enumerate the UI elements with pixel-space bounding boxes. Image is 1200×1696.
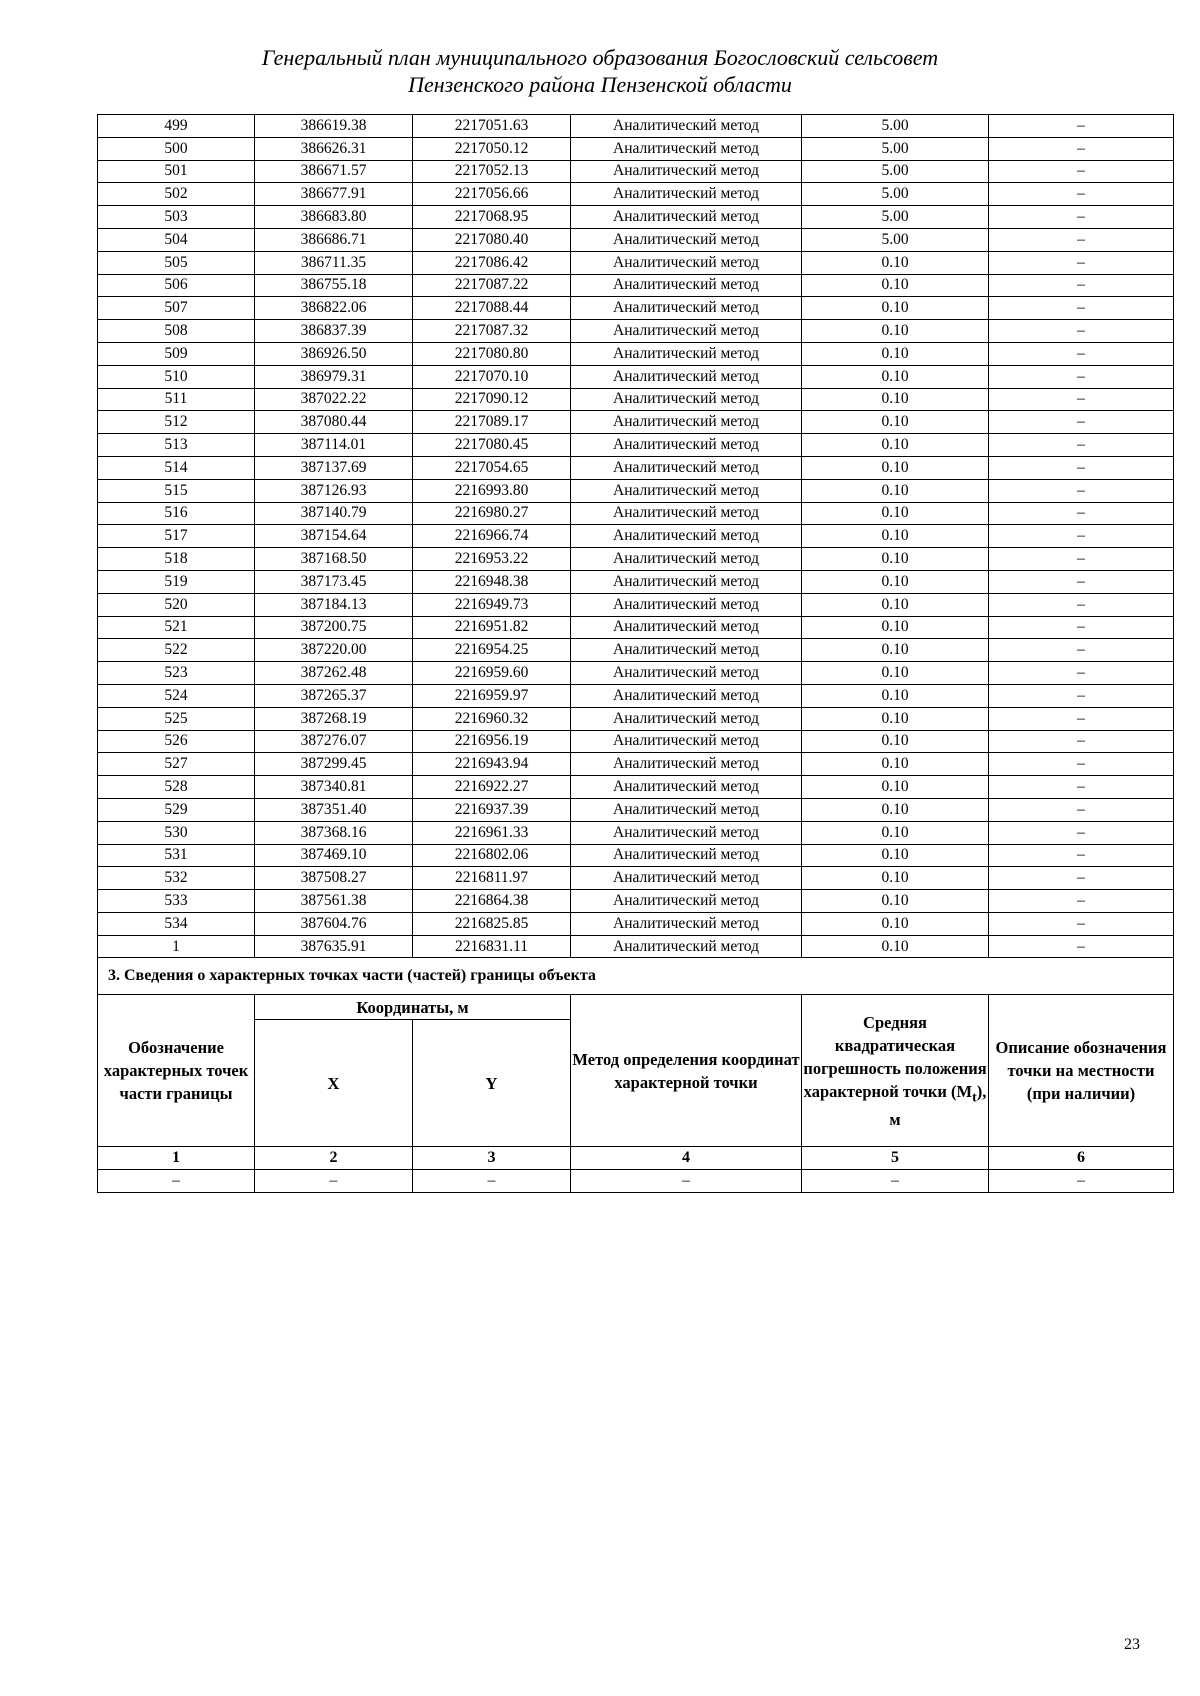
- x-coordinate-cell: 387220.00: [255, 639, 413, 662]
- section-3-title: 3. Сведения о характерных точках части (частей) границы объекта: [98, 958, 1174, 995]
- header-y: Y: [413, 1020, 571, 1147]
- description-cell: –: [989, 935, 1174, 958]
- method-cell: Аналитический метод: [571, 297, 802, 320]
- accuracy-cell: 5.00: [802, 183, 989, 206]
- column-number: 2: [255, 1147, 413, 1170]
- description-cell: –: [989, 616, 1174, 639]
- point-number-cell: 508: [98, 320, 255, 343]
- description-cell: –: [989, 730, 1174, 753]
- accuracy-cell: 0.10: [802, 548, 989, 571]
- point-number-cell: 503: [98, 206, 255, 229]
- x-coordinate-cell: 386677.91: [255, 183, 413, 206]
- description-cell: –: [989, 160, 1174, 183]
- x-coordinate-cell: 387469.10: [255, 844, 413, 867]
- x-coordinate-cell: 387022.22: [255, 388, 413, 411]
- point-number-cell: 523: [98, 662, 255, 685]
- y-coordinate-cell: 2216959.97: [413, 684, 571, 707]
- x-coordinate-cell: 386979.31: [255, 365, 413, 388]
- y-coordinate-cell: 2216948.38: [413, 570, 571, 593]
- x-coordinate-cell: 386837.39: [255, 320, 413, 343]
- header-designation: Обозначение характерных точек части границы: [98, 995, 255, 1147]
- y-coordinate-cell: 2217052.13: [413, 160, 571, 183]
- description-cell: –: [989, 867, 1174, 890]
- y-coordinate-cell: 2217068.95: [413, 206, 571, 229]
- point-number-cell: 519: [98, 570, 255, 593]
- coordinates-table: [97, 114, 1174, 1193]
- method-cell: Аналитический метод: [571, 821, 802, 844]
- accuracy-cell: 0.10: [802, 342, 989, 365]
- description-cell: –: [989, 411, 1174, 434]
- y-coordinate-cell: 2216922.27: [413, 776, 571, 799]
- description-cell: –: [989, 320, 1174, 343]
- method-cell: Аналитический метод: [571, 479, 802, 502]
- description-cell: –: [989, 684, 1174, 707]
- description-cell: –: [989, 479, 1174, 502]
- accuracy-cell: 5.00: [802, 206, 989, 229]
- description-cell: –: [989, 548, 1174, 571]
- point-number-cell: 502: [98, 183, 255, 206]
- accuracy-cell: 0.10: [802, 639, 989, 662]
- y-coordinate-cell: 2217070.10: [413, 365, 571, 388]
- method-cell: Аналитический метод: [571, 707, 802, 730]
- accuracy-cell: 5.00: [802, 160, 989, 183]
- description-cell: –: [989, 570, 1174, 593]
- point-number-cell: 530: [98, 821, 255, 844]
- description-cell: –: [989, 388, 1174, 411]
- method-cell: Аналитический метод: [571, 115, 802, 138]
- point-number-cell: 521: [98, 616, 255, 639]
- empty-data-row: [98, 1170, 1174, 1193]
- point-number-cell: 532: [98, 867, 255, 890]
- method-cell: Аналитический метод: [571, 137, 802, 160]
- column-number: 5: [802, 1147, 989, 1170]
- table-row: [98, 844, 1174, 867]
- x-coordinate-cell: 387368.16: [255, 821, 413, 844]
- accuracy-cell: 0.10: [802, 320, 989, 343]
- y-coordinate-cell: 2216960.32: [413, 707, 571, 730]
- description-cell: –: [989, 662, 1174, 685]
- method-cell: Аналитический метод: [571, 320, 802, 343]
- x-coordinate-cell: 387276.07: [255, 730, 413, 753]
- point-number-cell: 529: [98, 798, 255, 821]
- accuracy-cell: 5.00: [802, 228, 989, 251]
- x-coordinate-cell: 386711.35: [255, 251, 413, 274]
- method-cell: Аналитический метод: [571, 616, 802, 639]
- x-coordinate-cell: 387140.79: [255, 502, 413, 525]
- y-coordinate-cell: 2217090.12: [413, 388, 571, 411]
- y-coordinate-cell: 2217054.65: [413, 456, 571, 479]
- accuracy-cell: 0.10: [802, 707, 989, 730]
- method-cell: Аналитический метод: [571, 251, 802, 274]
- x-coordinate-cell: 387137.69: [255, 456, 413, 479]
- accuracy-cell: 0.10: [802, 798, 989, 821]
- y-coordinate-cell: 2216980.27: [413, 502, 571, 525]
- y-coordinate-cell: 2216959.60: [413, 662, 571, 685]
- accuracy-cell: 0.10: [802, 844, 989, 867]
- x-coordinate-cell: 387114.01: [255, 434, 413, 457]
- x-coordinate-cell: 386671.57: [255, 160, 413, 183]
- table-row: [98, 662, 1174, 685]
- table-row: [98, 137, 1174, 160]
- point-number-cell: 524: [98, 684, 255, 707]
- accuracy-cell: 5.00: [802, 115, 989, 138]
- description-cell: –: [989, 753, 1174, 776]
- y-coordinate-cell: 2217080.40: [413, 228, 571, 251]
- method-cell: Аналитический метод: [571, 456, 802, 479]
- method-cell: Аналитический метод: [571, 912, 802, 935]
- point-number-cell: 526: [98, 730, 255, 753]
- description-cell: –: [989, 251, 1174, 274]
- method-cell: Аналитический метод: [571, 753, 802, 776]
- table-row: [98, 434, 1174, 457]
- accuracy-cell: 0.10: [802, 867, 989, 890]
- description-cell: –: [989, 639, 1174, 662]
- x-coordinate-cell: 387154.64: [255, 525, 413, 548]
- x-coordinate-cell: 387508.27: [255, 867, 413, 890]
- x-coordinate-cell: 387299.45: [255, 753, 413, 776]
- method-cell: Аналитический метод: [571, 274, 802, 297]
- empty-cell: –: [989, 1170, 1174, 1193]
- table-row: [98, 115, 1174, 138]
- point-number-cell: 527: [98, 753, 255, 776]
- y-coordinate-cell: 2217089.17: [413, 411, 571, 434]
- table-row: [98, 251, 1174, 274]
- table-row: [98, 206, 1174, 229]
- accuracy-cell: 0.10: [802, 456, 989, 479]
- table-row: [98, 548, 1174, 571]
- point-number-cell: 504: [98, 228, 255, 251]
- accuracy-cell: 0.10: [802, 776, 989, 799]
- method-cell: Аналитический метод: [571, 434, 802, 457]
- point-number-cell: 513: [98, 434, 255, 457]
- accuracy-cell: 0.10: [802, 502, 989, 525]
- accuracy-cell: 0.10: [802, 821, 989, 844]
- method-cell: Аналитический метод: [571, 365, 802, 388]
- accuracy-cell: 0.10: [802, 297, 989, 320]
- table-row: [98, 616, 1174, 639]
- y-coordinate-cell: 2217056.66: [413, 183, 571, 206]
- method-cell: Аналитический метод: [571, 228, 802, 251]
- table-row: [98, 411, 1174, 434]
- column-number: 1: [98, 1147, 255, 1170]
- header-accuracy-unit: ), м: [889, 1081, 987, 1130]
- x-coordinate-cell: 387561.38: [255, 890, 413, 913]
- header-method: Метод определения координат характерной точки: [571, 995, 802, 1147]
- accuracy-cell: 0.10: [802, 570, 989, 593]
- accuracy-cell: 0.10: [802, 388, 989, 411]
- description-cell: –: [989, 342, 1174, 365]
- description-cell: –: [989, 844, 1174, 867]
- x-coordinate-cell: 386686.71: [255, 228, 413, 251]
- point-number-cell: 511: [98, 388, 255, 411]
- table-row: [98, 228, 1174, 251]
- table-row: [98, 297, 1174, 320]
- y-coordinate-cell: 2217086.42: [413, 251, 571, 274]
- header-accuracy-text: Средняя квадратическая погрешность положения характерной точки (M: [803, 1012, 987, 1101]
- accuracy-cell: 0.10: [802, 365, 989, 388]
- point-number-cell: 509: [98, 342, 255, 365]
- table-row: [98, 365, 1174, 388]
- description-cell: –: [989, 776, 1174, 799]
- y-coordinate-cell: 2217080.80: [413, 342, 571, 365]
- y-coordinate-cell: 2217080.45: [413, 434, 571, 457]
- x-coordinate-cell: 387173.45: [255, 570, 413, 593]
- accuracy-cell: 0.10: [802, 730, 989, 753]
- point-number-cell: 514: [98, 456, 255, 479]
- coordinates-table-body: [98, 115, 1174, 958]
- point-number-cell: 512: [98, 411, 255, 434]
- y-coordinate-cell: 2217087.32: [413, 320, 571, 343]
- point-number-cell: 517: [98, 525, 255, 548]
- description-cell: –: [989, 525, 1174, 548]
- table-row: [98, 183, 1174, 206]
- y-coordinate-cell: 2216949.73: [413, 593, 571, 616]
- description-cell: –: [989, 183, 1174, 206]
- description-cell: –: [989, 434, 1174, 457]
- accuracy-cell: 0.10: [802, 753, 989, 776]
- x-coordinate-cell: 386822.06: [255, 297, 413, 320]
- y-coordinate-cell: 2216993.80: [413, 479, 571, 502]
- y-coordinate-cell: 2217051.63: [413, 115, 571, 138]
- method-cell: Аналитический метод: [571, 798, 802, 821]
- point-number-cell: 525: [98, 707, 255, 730]
- x-coordinate-cell: 387268.19: [255, 707, 413, 730]
- accuracy-cell: 0.10: [802, 274, 989, 297]
- x-coordinate-cell: 387604.76: [255, 912, 413, 935]
- method-cell: Аналитический метод: [571, 593, 802, 616]
- description-cell: –: [989, 115, 1174, 138]
- x-coordinate-cell: 387340.81: [255, 776, 413, 799]
- point-number-cell: 533: [98, 890, 255, 913]
- accuracy-cell: 0.10: [802, 411, 989, 434]
- table-row: [98, 753, 1174, 776]
- description-cell: –: [989, 890, 1174, 913]
- table-row: [98, 730, 1174, 753]
- x-coordinate-cell: 387262.48: [255, 662, 413, 685]
- y-coordinate-cell: 2217088.44: [413, 297, 571, 320]
- method-cell: Аналитический метод: [571, 525, 802, 548]
- description-cell: –: [989, 228, 1174, 251]
- y-coordinate-cell: 2216966.74: [413, 525, 571, 548]
- accuracy-cell: 0.10: [802, 662, 989, 685]
- description-cell: –: [989, 137, 1174, 160]
- header-line-2: Пензенского района Пензенской области: [408, 72, 792, 97]
- column-numbers-row: [98, 1147, 1174, 1170]
- description-cell: –: [989, 798, 1174, 821]
- y-coordinate-cell: 2216825.85: [413, 912, 571, 935]
- y-coordinate-cell: 2216954.25: [413, 639, 571, 662]
- x-coordinate-cell: 386626.31: [255, 137, 413, 160]
- point-number-cell: 1: [98, 935, 255, 958]
- point-number-cell: 534: [98, 912, 255, 935]
- table-row: [98, 456, 1174, 479]
- table-row: [98, 867, 1174, 890]
- y-coordinate-cell: 2216811.97: [413, 867, 571, 890]
- point-number-cell: 531: [98, 844, 255, 867]
- point-number-cell: 522: [98, 639, 255, 662]
- x-coordinate-cell: 387200.75: [255, 616, 413, 639]
- method-cell: Аналитический метод: [571, 570, 802, 593]
- table-row: [98, 912, 1174, 935]
- method-cell: Аналитический метод: [571, 160, 802, 183]
- accuracy-cell: 5.00: [802, 137, 989, 160]
- y-coordinate-cell: 2216831.11: [413, 935, 571, 958]
- header-accuracy-subscript: t: [972, 1089, 977, 1105]
- header-description: Описание обозначения точки на местности (при наличии): [989, 995, 1174, 1147]
- y-coordinate-cell: 2216937.39: [413, 798, 571, 821]
- empty-cell: –: [98, 1170, 255, 1193]
- accuracy-cell: 0.10: [802, 616, 989, 639]
- point-number-cell: 518: [98, 548, 255, 571]
- method-cell: Аналитический метод: [571, 844, 802, 867]
- description-cell: –: [989, 365, 1174, 388]
- empty-cell: –: [413, 1170, 571, 1193]
- method-cell: Аналитический метод: [571, 935, 802, 958]
- empty-cell: –: [571, 1170, 802, 1193]
- point-number-cell: 510: [98, 365, 255, 388]
- point-number-cell: 520: [98, 593, 255, 616]
- table-row: [98, 935, 1174, 958]
- column-number: 3: [413, 1147, 571, 1170]
- header-accuracy: [802, 995, 989, 1147]
- table-row: [98, 388, 1174, 411]
- table-row: [98, 160, 1174, 183]
- accuracy-cell: 0.10: [802, 434, 989, 457]
- x-coordinate-cell: 387265.37: [255, 684, 413, 707]
- method-cell: Аналитический метод: [571, 890, 802, 913]
- point-number-cell: 499: [98, 115, 255, 138]
- x-coordinate-cell: 386683.80: [255, 206, 413, 229]
- header-coordinates-group: Координаты, м: [255, 995, 571, 1020]
- x-coordinate-cell: 387168.50: [255, 548, 413, 571]
- point-number-cell: 501: [98, 160, 255, 183]
- description-cell: –: [989, 707, 1174, 730]
- x-coordinate-cell: 387351.40: [255, 798, 413, 821]
- x-coordinate-cell: 387080.44: [255, 411, 413, 434]
- accuracy-cell: 0.10: [802, 251, 989, 274]
- y-coordinate-cell: 2216956.19: [413, 730, 571, 753]
- description-cell: –: [989, 456, 1174, 479]
- accuracy-cell: 0.10: [802, 912, 989, 935]
- description-cell: –: [989, 502, 1174, 525]
- y-coordinate-cell: 2216961.33: [413, 821, 571, 844]
- y-coordinate-cell: 2216951.82: [413, 616, 571, 639]
- point-number-cell: 505: [98, 251, 255, 274]
- method-cell: Аналитический метод: [571, 776, 802, 799]
- accuracy-cell: 0.10: [802, 479, 989, 502]
- method-cell: Аналитический метод: [571, 684, 802, 707]
- table-row: [98, 776, 1174, 799]
- table-row: [98, 342, 1174, 365]
- x-coordinate-cell: 386926.50: [255, 342, 413, 365]
- method-cell: Аналитический метод: [571, 342, 802, 365]
- table-row: [98, 821, 1174, 844]
- y-coordinate-cell: 2216953.22: [413, 548, 571, 571]
- empty-cell: –: [802, 1170, 989, 1193]
- table-row: [98, 593, 1174, 616]
- point-number-cell: 528: [98, 776, 255, 799]
- method-cell: Аналитический метод: [571, 548, 802, 571]
- page-number: 23: [1124, 1636, 1140, 1653]
- description-cell: –: [989, 821, 1174, 844]
- point-number-cell: 515: [98, 479, 255, 502]
- method-cell: Аналитический метод: [571, 502, 802, 525]
- method-cell: Аналитический метод: [571, 183, 802, 206]
- description-cell: –: [989, 206, 1174, 229]
- table-row: [98, 684, 1174, 707]
- table-row: [98, 479, 1174, 502]
- method-cell: Аналитический метод: [571, 867, 802, 890]
- table-row: [98, 570, 1174, 593]
- method-cell: Аналитический метод: [571, 388, 802, 411]
- column-number: 4: [571, 1147, 802, 1170]
- header-line-1: Генеральный план муниципального образования Богословский сельсовет: [261, 45, 939, 70]
- y-coordinate-cell: 2216943.94: [413, 753, 571, 776]
- description-cell: –: [989, 912, 1174, 935]
- table-row: [98, 639, 1174, 662]
- table-row: [98, 320, 1174, 343]
- accuracy-cell: 0.10: [802, 890, 989, 913]
- description-cell: –: [989, 593, 1174, 616]
- empty-cell: –: [255, 1170, 413, 1193]
- point-number-cell: 516: [98, 502, 255, 525]
- accuracy-cell: 0.10: [802, 593, 989, 616]
- point-number-cell: 506: [98, 274, 255, 297]
- accuracy-cell: 0.10: [802, 935, 989, 958]
- description-cell: –: [989, 274, 1174, 297]
- x-coordinate-cell: 387126.93: [255, 479, 413, 502]
- table-row: [98, 890, 1174, 913]
- accuracy-cell: 0.10: [802, 525, 989, 548]
- header-x: X: [255, 1020, 413, 1147]
- y-coordinate-cell: 2217050.12: [413, 137, 571, 160]
- method-cell: Аналитический метод: [571, 730, 802, 753]
- table-row: [98, 798, 1174, 821]
- method-cell: Аналитический метод: [571, 662, 802, 685]
- x-coordinate-cell: 386619.38: [255, 115, 413, 138]
- method-cell: Аналитический метод: [571, 411, 802, 434]
- description-cell: –: [989, 297, 1174, 320]
- point-number-cell: 500: [98, 137, 255, 160]
- document-header: [0, 44, 1200, 98]
- y-coordinate-cell: 2216802.06: [413, 844, 571, 867]
- table-row: [98, 274, 1174, 297]
- y-coordinate-cell: 2216864.38: [413, 890, 571, 913]
- table-row: [98, 502, 1174, 525]
- x-coordinate-cell: 387635.91: [255, 935, 413, 958]
- x-coordinate-cell: 387184.13: [255, 593, 413, 616]
- method-cell: Аналитический метод: [571, 206, 802, 229]
- column-number: 6: [989, 1147, 1174, 1170]
- y-coordinate-cell: 2217087.22: [413, 274, 571, 297]
- method-cell: Аналитический метод: [571, 639, 802, 662]
- point-number-cell: 507: [98, 297, 255, 320]
- table-row: [98, 707, 1174, 730]
- accuracy-cell: 0.10: [802, 684, 989, 707]
- x-coordinate-cell: 386755.18: [255, 274, 413, 297]
- table-row: [98, 525, 1174, 548]
